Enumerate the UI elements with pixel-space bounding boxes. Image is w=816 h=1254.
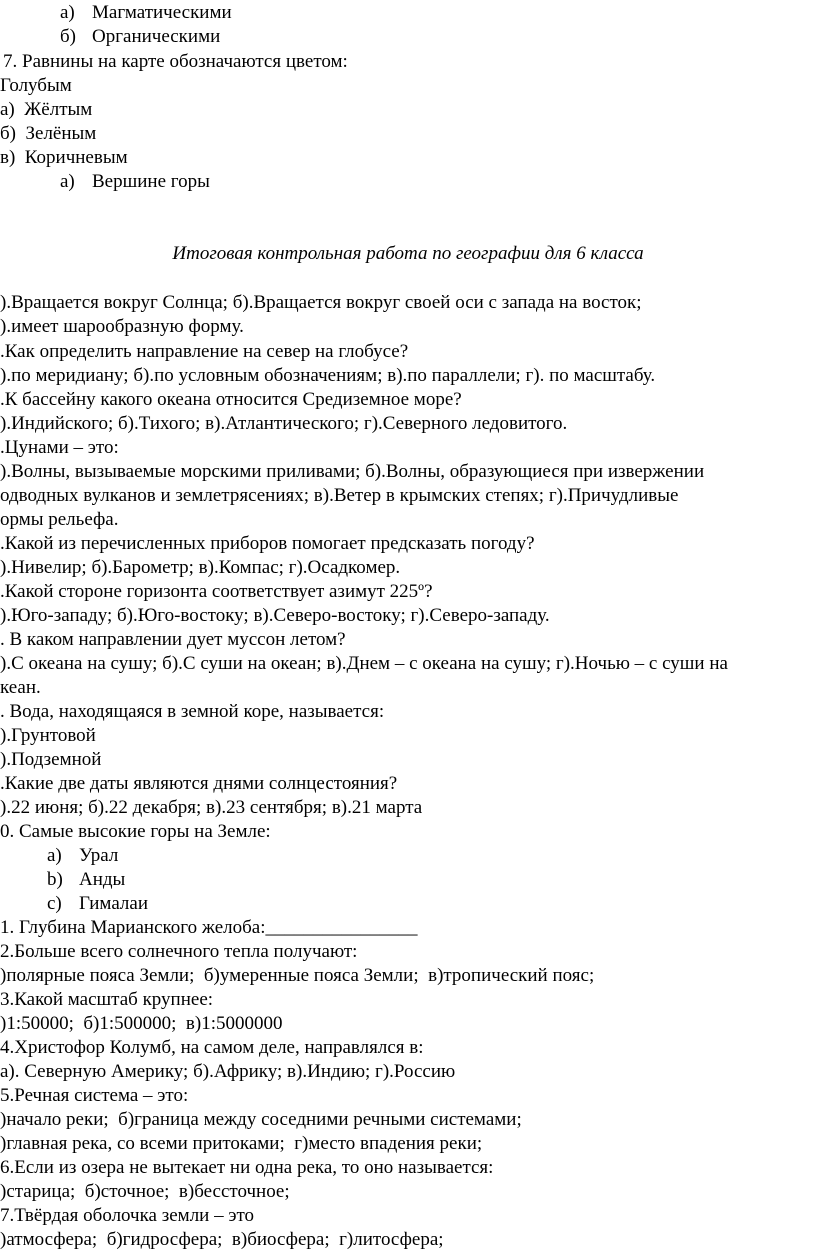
answer-line: б) Зелёным xyxy=(0,123,97,144)
answer-line: )1:50000; б)1:500000; в)1:5000000 xyxy=(0,1013,283,1034)
list-item: б) Органическими xyxy=(60,26,221,47)
question-line: .Какой стороне горизонта соответствует азимут 225º? xyxy=(0,581,433,602)
answer-line: ).С океана на сушу; б).С суши на океан; в).Днем – с океана на сушу; г).Ночью – с суши на xyxy=(0,653,728,674)
answer-line: )старица; б)сточное; в)бессточное; xyxy=(0,1181,290,1202)
question-line: .Какие две даты являются днями солнцестояния? xyxy=(0,773,398,794)
question-line: 3.Какой масштаб крупнее: xyxy=(0,989,214,1010)
answer-line: а) Жёлтым xyxy=(0,99,93,120)
answer-line: Голубым xyxy=(0,75,72,96)
answer-line: в) Коричневым xyxy=(0,147,128,168)
answer-line: ).имеет шарообразную форму. xyxy=(0,316,244,337)
question-line: . В каком направлении дует муссон летом? xyxy=(0,629,346,650)
question-line: 4.Христофор Колумб, на самом деле, направлялся в: xyxy=(0,1037,424,1058)
question-line: 6.Если из озера не вытекает ни одна река, то оно называется: xyxy=(0,1157,494,1178)
question-line: .Какой из перечисленных приборов помогает предсказать погоду? xyxy=(0,533,535,554)
answer-line: ).Нивелир; б).Барометр; в).Компас; г).Осадкомер. xyxy=(0,557,401,578)
answer-line: )атмосфера; б)гидросфера; в)биосфера; г)литосфера; xyxy=(0,1229,444,1250)
answer-line: ).Юго-западу; б).Юго-востоку; в).Северо-востоку; г).Северо-западу. xyxy=(0,605,550,626)
answer-line: ).22 июня; б).22 декабря; в).23 сентября; в).21 марта xyxy=(0,797,423,818)
page-title: Итоговая контрольная работа по географии для 6 класса xyxy=(172,243,644,264)
question-line: 0. Самые высокие горы на Земле: xyxy=(0,821,271,842)
question-line: 1. Глубина Марианского желоба:________________ xyxy=(0,917,418,938)
question-line: 2.Больше всего солнечного тепла получают: xyxy=(0,941,358,962)
question-line: 5.Речная система – это: xyxy=(0,1085,189,1106)
answer-line: ).по меридиану; б).по условным обозначениям; в).по параллели; г). по масштабу. xyxy=(0,365,656,386)
answer-line: ).Волны, вызываемые морскими приливами; б).Волны, образующиеся при извержении xyxy=(0,461,705,482)
answer-line: )полярные пояса Земли; б)умеренные пояса Земли; в)тропический пояс; xyxy=(0,965,595,986)
question-line: 7. Равнины на карте обозначаются цветом: xyxy=(3,51,348,72)
list-item: b) Анды xyxy=(47,869,126,890)
list-item: a) Урал xyxy=(47,845,119,866)
answer-line: ормы рельефа. xyxy=(0,509,119,530)
question-line: .Как определить направление на север на глобусе? xyxy=(0,341,409,362)
answer-line: )начало реки; б)граница между соседними речными системами; xyxy=(0,1109,522,1130)
list-item: а) Магматическими xyxy=(60,2,232,23)
question-line: .Цунами – это: xyxy=(0,437,119,458)
answer-line: кеан. xyxy=(0,677,41,698)
answer-line: ).Грунтовой xyxy=(0,725,96,746)
question-line: .К бассейну какого океана относится Средиземное море? xyxy=(0,389,462,410)
answer-line: ).Индийского; б).Тихого; в).Атлантического; г).Северного ледовитого. xyxy=(0,413,568,434)
question-line: 7.Твёрдая оболочка земли – это xyxy=(0,1205,255,1226)
answer-line: а). Северную Америку; б).Африку; в).Индию; г).Россию xyxy=(0,1061,456,1082)
answer-line: одводных вулканов и землетрясениях; в).Ветер в крымских степях; г).Причудливые xyxy=(0,485,679,506)
answer-line: ).Подземной xyxy=(0,749,102,770)
list-item: а) Вершине горы xyxy=(60,171,210,192)
list-item: c) Гималаи xyxy=(47,893,149,914)
answer-line: )главная река, со всеми притоками; г)место впадения реки; xyxy=(0,1133,483,1154)
question-line: . Вода, находящаяся в земной коре, называется: xyxy=(0,701,385,722)
answer-line: ).Вращается вокруг Солнца; б).Вращается вокруг своей оси с запада на восток; xyxy=(0,292,642,313)
